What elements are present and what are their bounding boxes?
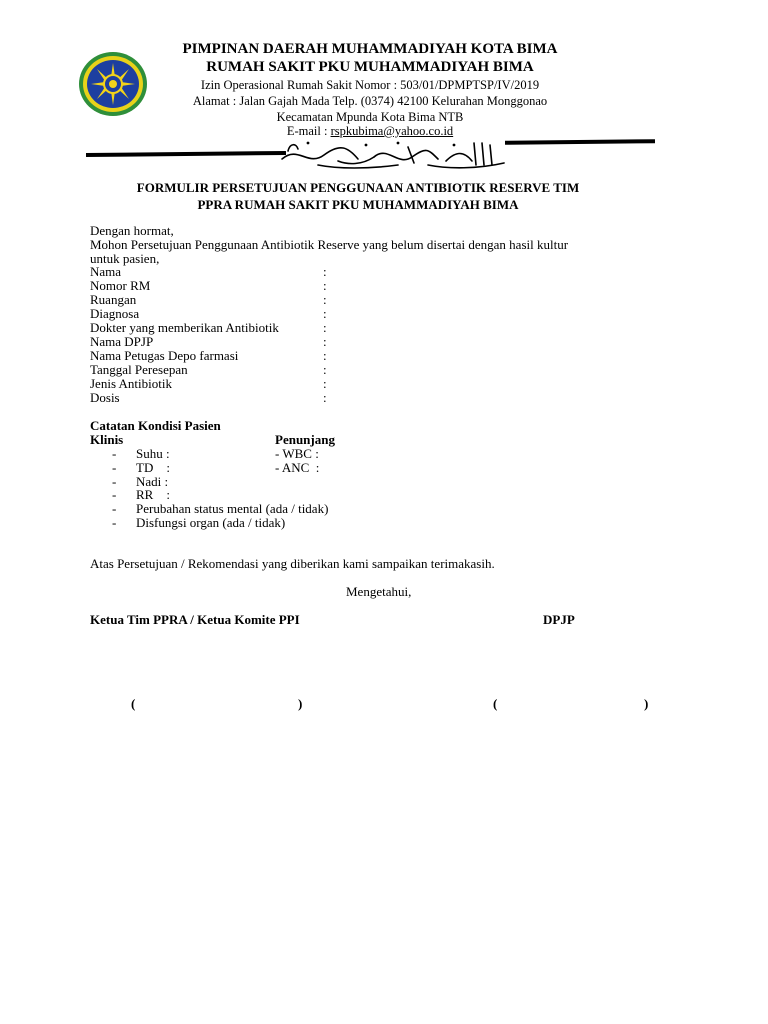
field-label-tanggal: Tanggal Peresepan [90, 362, 188, 377]
clinical-item-organ-dysfunction: Disfungsi organ (ada / tidak) [136, 515, 286, 530]
form-title-line-2: PPRA RUMAH SAKIT PKU MUHAMMADIYAH BIMA [197, 197, 519, 212]
hospital-name: RUMAH SAKIT PKU MUHAMMADIYAH BIMA [206, 59, 534, 75]
field-label-nomor-rm: Nomor RM [90, 278, 151, 293]
clinical-heading: Klinis [90, 432, 124, 447]
clinical-item-nadi: Nadi : [136, 474, 169, 489]
email-label: E-mail : [286, 124, 331, 138]
address-city: Kecamatan Mpunda Kota Bima NTB [276, 110, 464, 124]
email-link[interactable]: rspkubima@yahoo.co.id [330, 124, 454, 138]
request-line-2: untuk pasien, [90, 251, 160, 266]
field-colon: : [323, 362, 327, 377]
field-colon: : [323, 278, 327, 293]
list-bullet: - [112, 487, 117, 502]
field-label-nama: Nama [90, 264, 122, 279]
closing-statement: Atas Persetujuan / Rekomendasi yang diberikan kami sampaikan terimakasih. [90, 556, 495, 571]
field-label-diagnosa: Diagnosa [90, 306, 140, 321]
field-colon: : [323, 334, 327, 349]
basmala-calligraphy-icon [278, 137, 508, 171]
header-divider-right [505, 139, 655, 145]
field-colon: : [323, 264, 327, 279]
field-colon: : [323, 292, 327, 307]
greeting: Dengan hormat, [90, 223, 174, 238]
list-bullet: - [112, 460, 117, 475]
field-colon: : [323, 348, 327, 363]
support-item-anc: - ANC : [275, 460, 320, 475]
request-line-1: Mohon Persetujuan Penggunaan Antibiotik Reserve yang belum disertai dengan hasil kultur [90, 237, 569, 252]
field-label-nama-dpjp: Nama DPJP [90, 334, 154, 349]
clinical-item-mental-status: Perubahan status mental (ada / tidak) [136, 501, 329, 516]
signer-right-title: DPJP [543, 612, 575, 627]
field-label-ruangan: Ruangan [90, 292, 137, 307]
signature-right-paren-close: ) [644, 696, 649, 711]
support-item-wbc: - WBC : [275, 446, 319, 461]
field-colon: : [323, 306, 327, 321]
signature-left-paren-close: ) [298, 696, 303, 711]
field-colon: : [323, 376, 327, 391]
address-line: Alamat : Jalan Gajah Mada Telp. (0374) 42100 Kelurahan Monggonao [192, 94, 548, 108]
field-label-dosis: Dosis [90, 390, 120, 405]
condition-heading: Catatan Kondisi Pasien [90, 418, 221, 433]
clinical-item-td: TD : [136, 460, 170, 475]
field-label-petugas-depo: Nama Petugas Depo farmasi [90, 348, 239, 363]
signature-left-paren-open: ( [131, 696, 136, 711]
field-colon: : [323, 320, 327, 335]
acknowledged-label: Mengetahui, [346, 584, 412, 599]
field-label-jenis-antibiotik: Jenis Antibiotik [90, 376, 172, 391]
permit-number: Izin Operasional Rumah Sakit Nomor : 503/01/DPMPTSP/IV/2019 [200, 78, 540, 92]
list-bullet: - [112, 515, 117, 530]
support-heading: Penunjang [275, 432, 335, 447]
form-title-line-1: FORMULIR PERSETUJUAN PENGGUNAAN ANTIBIOTIK RESERVE TIM [136, 180, 580, 195]
list-bullet: - [112, 446, 117, 461]
list-bullet: - [112, 474, 117, 489]
field-label-dokter: Dokter yang memberikan Antibiotik [90, 320, 279, 335]
list-bullet: - [112, 501, 117, 516]
organization-name: PIMPINAN DAERAH MUHAMMADIYAH KOTA BIMA [182, 41, 558, 57]
field-colon: : [323, 390, 327, 405]
clinical-item-suhu: Suhu : [136, 446, 170, 461]
clinical-item-rr: RR : [136, 487, 170, 502]
signer-left-title: Ketua Tim PPRA / Ketua Komite PPI [90, 612, 300, 627]
signature-right-paren-open: ( [493, 696, 498, 711]
header-divider-left [86, 151, 286, 157]
